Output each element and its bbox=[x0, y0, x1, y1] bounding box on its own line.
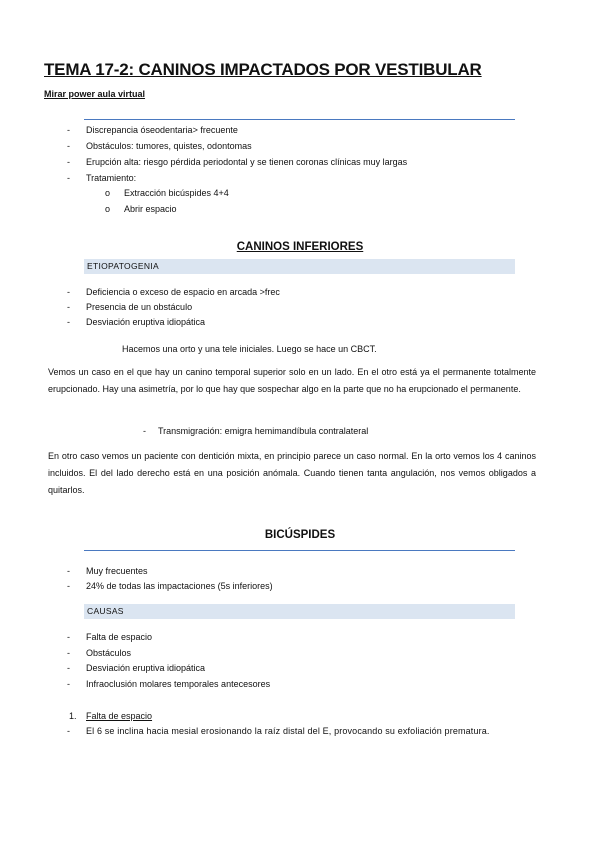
paragraph: En otro caso vemos un paciente con dentición mixta, en principio parece un caso normal. En la orto vemos los 4 caninos incluidos. El del lado derecho está en una posición anómala. Cuando tienen tanta angulación, nos vemos obligados a quitarlos. bbox=[48, 451, 536, 495]
list-item: Obstáculos: tumores, quistes, odontomas bbox=[86, 141, 252, 151]
section-divider bbox=[84, 550, 515, 551]
numbered-heading: Falta de espacio bbox=[86, 711, 153, 721]
list-item: Presencia de un obstáculo bbox=[86, 302, 193, 312]
numbered-marker: 1. bbox=[69, 711, 77, 721]
band-label: CAUSAS bbox=[87, 606, 124, 616]
dash-marker: - bbox=[67, 726, 70, 736]
subtitle-link[interactable]: Mirar power aula virtual bbox=[44, 89, 146, 99]
list-item: Muy frecuentes bbox=[86, 566, 148, 576]
list-item: Desviación eruptiva idiopática bbox=[86, 317, 206, 327]
list-item: Infraoclusión molares temporales antecesores bbox=[86, 679, 271, 689]
list-item: El 6 se inclina hacia mesial erosionando la raíz distal del E, provocando su exfoliación prematura. bbox=[86, 726, 490, 736]
list-item: Erupción alta: riesgo pérdida periodontal y se tienen coronas clínicas muy largas bbox=[86, 157, 408, 167]
circle-marker: o bbox=[105, 188, 111, 198]
dash-marker: - bbox=[67, 663, 70, 673]
dash-marker: - bbox=[143, 426, 146, 436]
paragraph: Vemos un caso en el que hay un canino temporal superior solo en un lado. En el otro está ya el permanente totalmente erupcionado. Hay una asimetría, por lo que hay que sospechar algo en la parte que no ha erupcionado el permanente. bbox=[48, 367, 536, 394]
dash-marker: - bbox=[67, 317, 70, 327]
list-item: Tratamiento: bbox=[86, 173, 137, 183]
band-causas bbox=[84, 604, 515, 619]
section-divider bbox=[84, 119, 515, 120]
list-item: Transmigración: emigra hemimandíbula contralateral bbox=[158, 426, 369, 436]
sublist-item: Abrir espacio bbox=[124, 204, 177, 214]
page-title: TEMA 17-2: CANINOS IMPACTADOS POR VESTIBULAR bbox=[44, 60, 482, 79]
dash-marker: - bbox=[67, 679, 70, 689]
dash-marker: - bbox=[67, 648, 70, 658]
dash-marker: - bbox=[67, 632, 70, 642]
list-item: Obstáculos bbox=[86, 648, 132, 658]
dash-marker: - bbox=[67, 125, 70, 135]
list-item: Falta de espacio bbox=[86, 632, 153, 642]
list-item: Desviación eruptiva idiopática bbox=[86, 663, 206, 673]
dash-marker: - bbox=[67, 141, 70, 151]
dash-marker: - bbox=[67, 173, 70, 183]
dash-marker: - bbox=[67, 302, 70, 312]
list-item: Discrepancia óseodentaria> frecuente bbox=[86, 125, 238, 135]
note-text: Hacemos una orto y una tele iniciales. Luego se hace un CBCT. bbox=[122, 344, 377, 354]
band-label: ETIOPATOGENIA bbox=[87, 261, 159, 271]
circle-marker: o bbox=[105, 204, 111, 214]
band-etiopatogenia bbox=[84, 259, 515, 274]
list-item: 24% de todas las impactaciones (5s inferiores) bbox=[86, 581, 273, 591]
dash-marker: - bbox=[67, 157, 70, 167]
section-heading-caninos: CANINOS INFERIORES bbox=[236, 241, 364, 253]
dash-marker: - bbox=[67, 581, 70, 591]
sublist-item: Extracción bicúspides 4+4 bbox=[124, 188, 229, 198]
section-heading-bicuspides: BICÚSPIDES bbox=[264, 529, 336, 541]
dash-marker: - bbox=[67, 566, 70, 576]
dash-marker: - bbox=[67, 287, 70, 297]
list-item: Deficiencia o exceso de espacio en arcada >frec bbox=[86, 287, 280, 297]
